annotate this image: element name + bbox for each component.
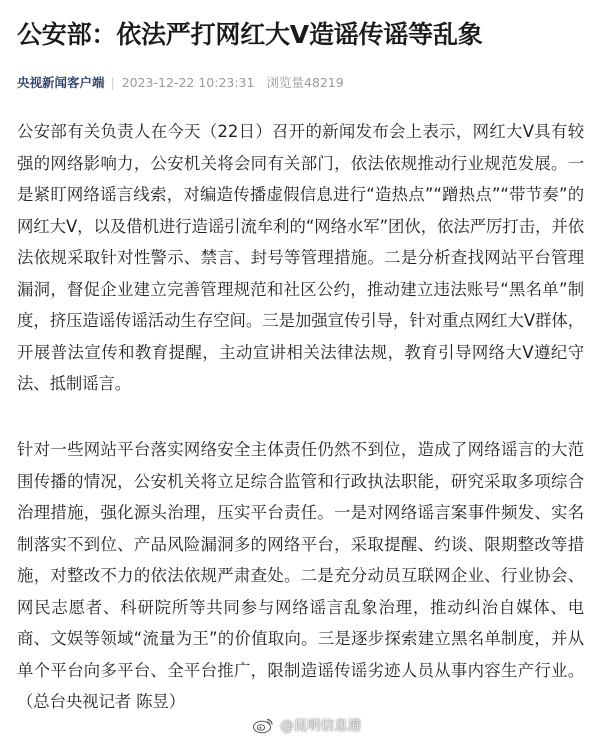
watermark-text: @昆明信息港 [280, 718, 362, 734]
source-link[interactable]: 央视新闻客户端 [17, 75, 105, 90]
view-count: 浏览量48219 [266, 75, 344, 90]
article-paragraph: 公安部有关负责人在今天（22日）召开的新闻发布会上表示，网红大V具有较强的网络影响力，公安机关将会同有关部门，依法依规推动行业规范发展。一是紧盯网络谣言线索，对编造传播虚假信息进行“造热点”“蹭热点”“带节奏”的网红大V，以及借机进行造谣引流牟利的“网络水军”团伙，依法严厉打击，并依法依规采取针对性警示、禁言、封号等管理措施。二是分析查找网站平台管理漏洞，督促企业建立完善管理规范和社区公约，推动建立违法账号“黑名单”制度，挤压造谣传谣活动生存空间。三是加强宣传引导，针对重点网红大V群体，开展普法宣传和教育提醒，主动宣讲相关法律法规，教育引导网络大V遵纪守法、抵制谣言。 [17, 122, 584, 393]
meta-separator: | [110, 75, 115, 90]
watermark [252, 713, 361, 739]
article-meta [17, 72, 344, 94]
article-title: 公安部：依法严打网红大V造谣传谣等乱象 [17, 20, 483, 49]
weibo-icon [252, 716, 274, 734]
publish-time: 2023-12-22 10:23:31 [121, 75, 255, 90]
article-paragraph: 针对一些网站平台落实网络安全主体责任仍然不到位，造成了网络谣言的大范围传播的情况，公安机关将立足综合监管和行政执法职能，研究采取多项综合治理措施，强化源头治理，压实平台责任。一是对网络谣言案事件频发、实名制落实不到位、产品风险漏洞多的网络平台，采取提醒、约谈、限期整改等措施，对整改不力的依法依规严肃查处。二是充分动员互联网企业、行业协会、网民志愿者、科研院所等共同参与网络谣言乱象治理，推动纠治自媒体、电商、文娱等领域“流量为王”的价值取向。三是逐步探索建立黑名单制度，并从单个平台向多平台、全平台推广，限制造谣传谣劣迹人员从事内容生产行业。（总台央视记者 陈昱） [17, 440, 584, 711]
